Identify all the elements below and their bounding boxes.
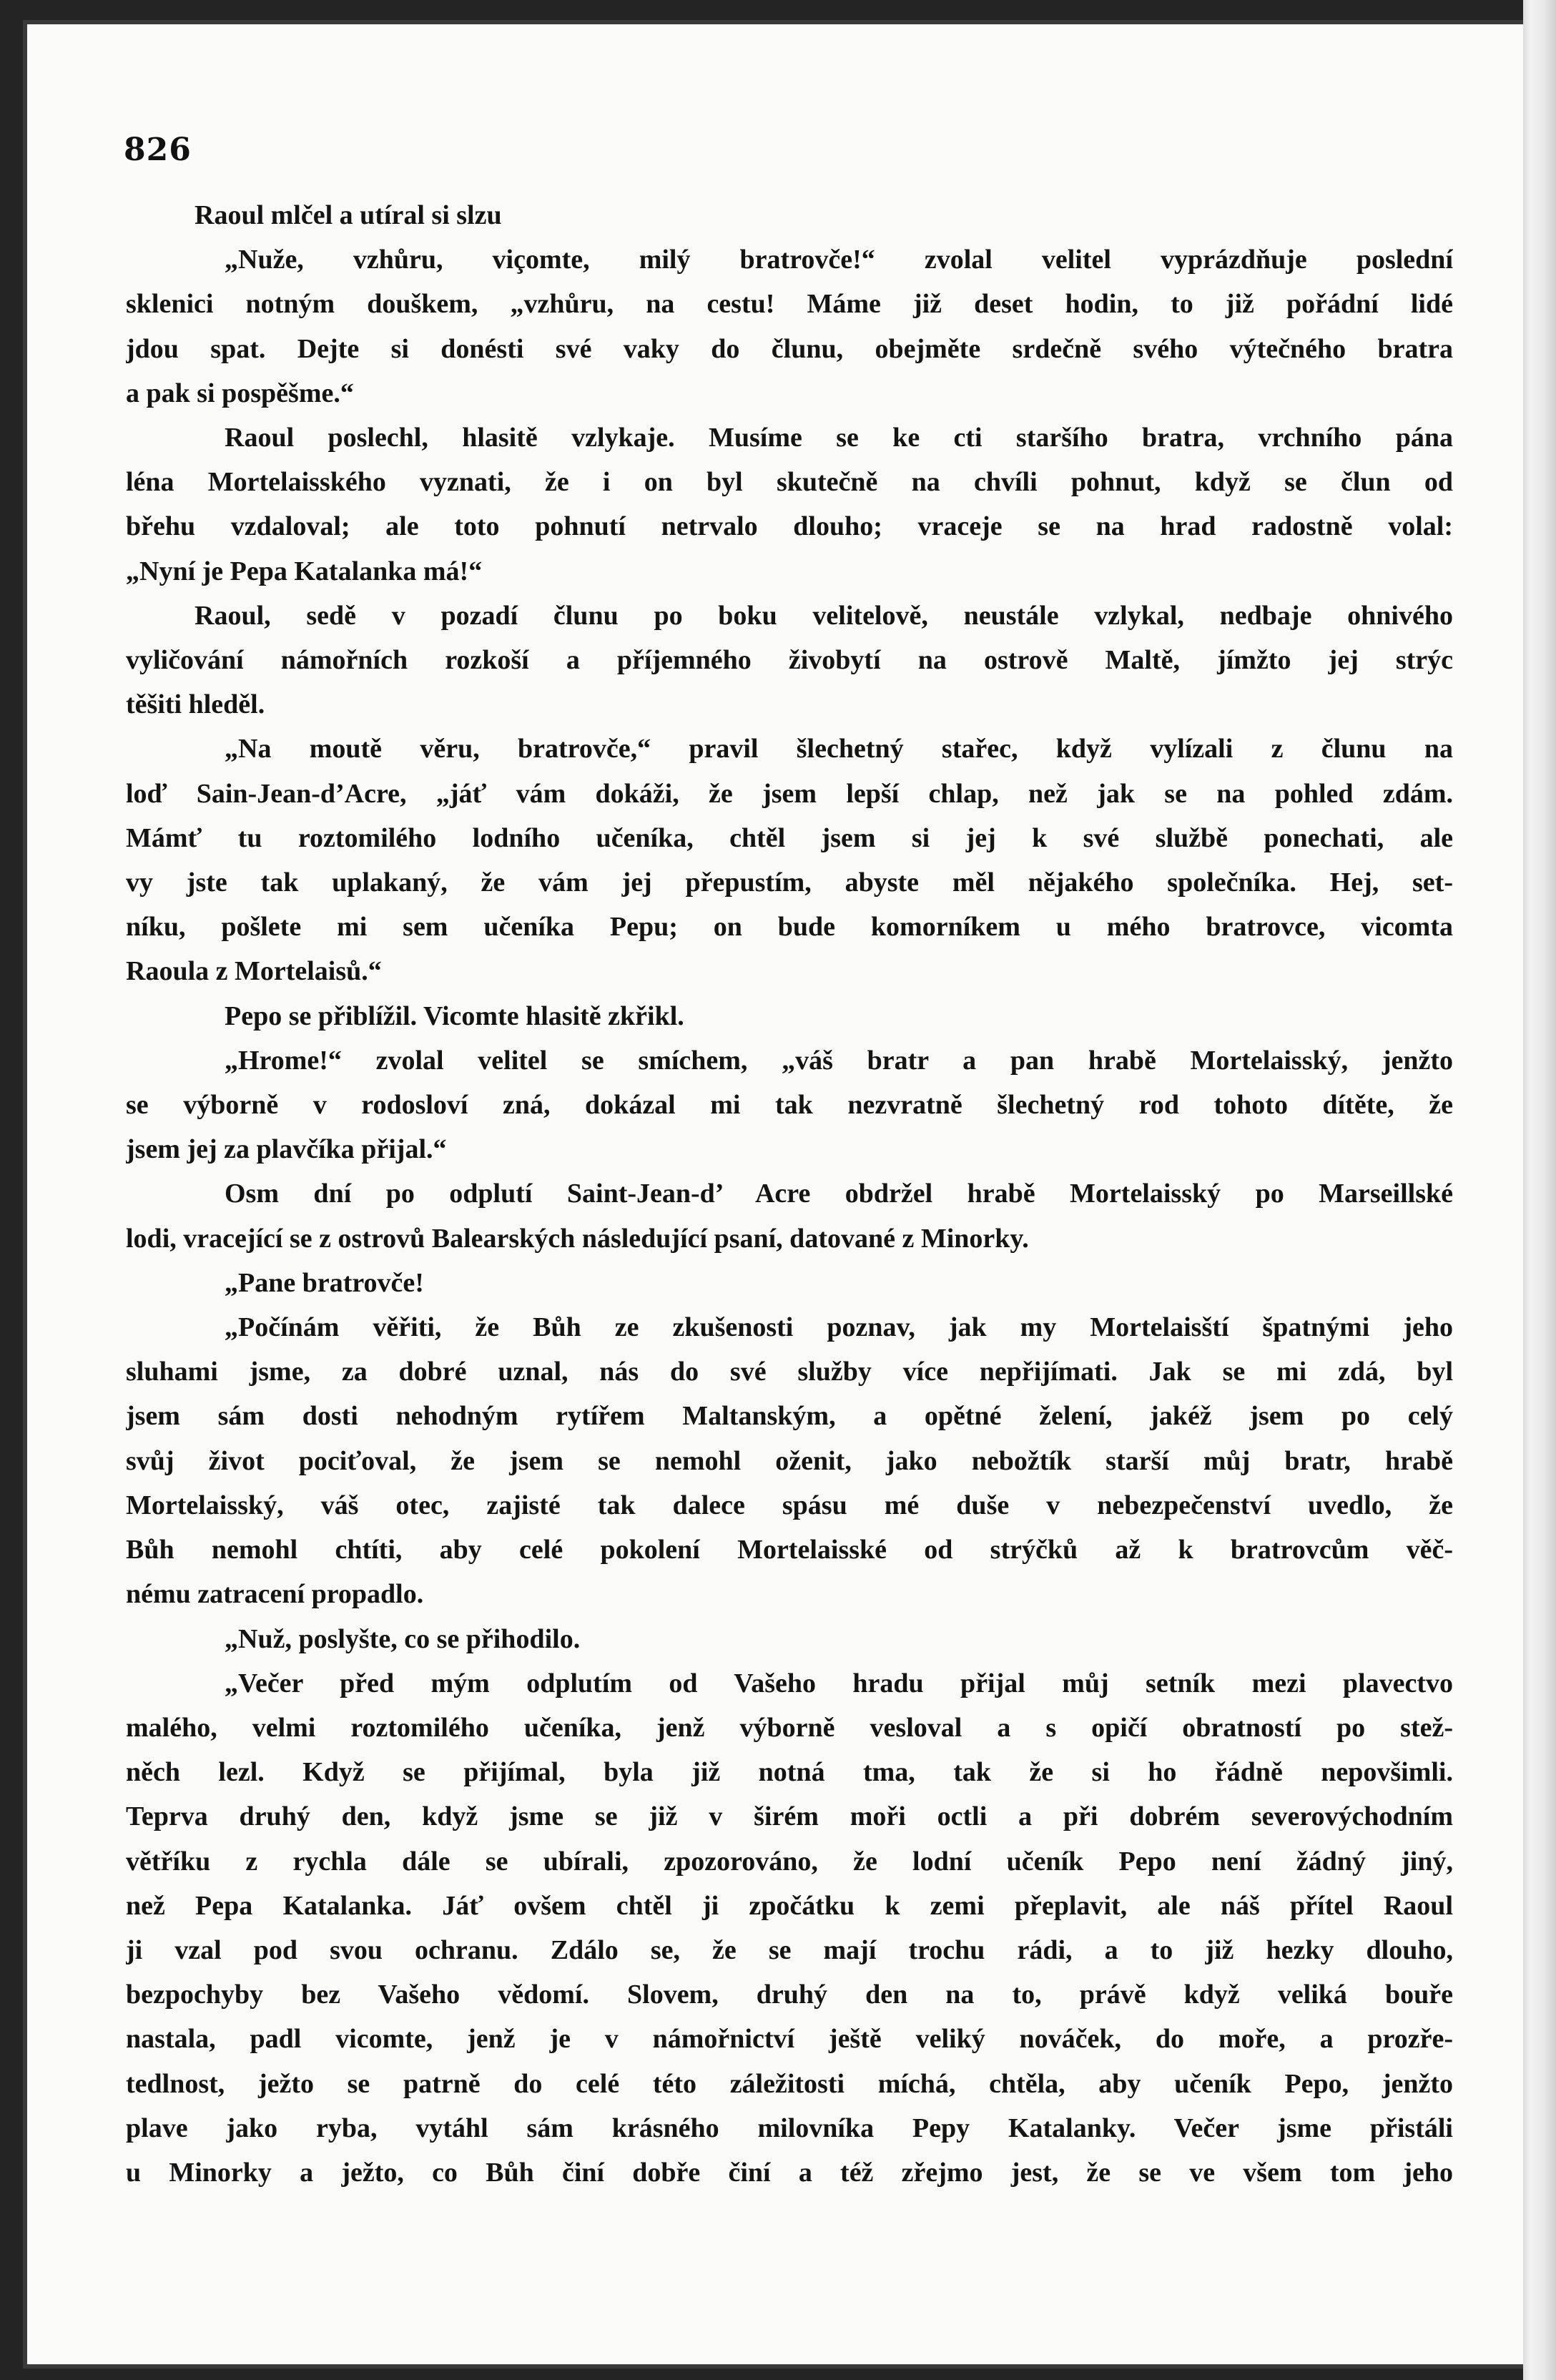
text-line: Mortelaisský, váš otec, zajisté tak dalece spásu mé duše v nebezpečenství uvedlo, že <box>126 1490 1453 1520</box>
text-line: nastala, padl vicomte, jenž je v námořnictví ještě veliký nováček, do moře, a prozře- <box>126 2024 1453 2055</box>
text-line: léna Mortelaisského vyznati, že i on byl skutečně na chvíli pohnut, když se člun od <box>126 467 1453 498</box>
text-line: sklenici notným douškem, „vzhůru, na cestu! Máme již deset hodin, to již pořádní lidé <box>126 289 1453 320</box>
page-edge-strip <box>1523 0 1556 2380</box>
text-line: Raoul mlčel a utíral si slzu <box>194 200 502 230</box>
text-line: „Nuže, vzhůru, viçomte, milý bratrovče!“ zvolal velitel vyprázdňuje poslední <box>225 245 1453 275</box>
text-line: Raoula z Mortelaisů.“ <box>126 956 382 987</box>
text-line: plave jako ryba, vytáhl sám krásného milovníka Pepy Katalanky. Večer jsme přistáli <box>126 2113 1453 2143</box>
text-line: „Nyní je Pepa Katalanka má!“ <box>126 556 483 586</box>
text-line: jdou spat. Dejte si donésti své vaky do člunu, obejměte srdečně svého výtečného bratra <box>126 333 1453 364</box>
text-line: loď Sain-Jean-d’Acre, „jáť vám dokáži, že jsem lepší chlap, než jak se na pohled zdám. <box>126 778 1453 809</box>
text-line: těšiti hleděl. <box>126 689 265 720</box>
text-line: sluhami jsme, za dobré uznal, nás do své služby více nepřijímati. Jak se mi zdá, byl <box>126 1357 1453 1387</box>
text-line: než Pepa Katalanka. Jáť ovšem chtěl ji zpočátku k zemi přeplavit, ale náš přítel Raoul <box>126 1890 1453 1921</box>
text-line: „Na moutě věru, bratrovče,“ pravil šlechetný stařec, když vylízali z člunu na <box>225 734 1453 764</box>
text-line: malého, velmi roztomilého učeníka, jenž výborně vesloval a s opičí obratností po stež- <box>126 1712 1453 1743</box>
text-line: Raoul, sedě v pozadí člunu po boku velitelově, neustále vzlykal, nedbaje ohnivého <box>194 600 1453 631</box>
text-line: ji vzal pod svou ochranu. Zdálo se, že se mají trochu rádi, a to již hezky dlouho, <box>126 1934 1453 1965</box>
text-line: vy jste tak uplakaný, že vám jej přepustím, abyste měl nějakého společníka. Hej, set- <box>126 867 1453 898</box>
text-line: níku, pošlete mi sem učeníka Pepu; on bude komorníkem u mého bratrovce, vicomta <box>126 912 1453 943</box>
text-line: Mámť tu roztomilého lodního učeníka, chtěl jsem si jej k své službě ponechati, ale <box>126 822 1453 853</box>
text-line: Bůh nemohl chtíti, aby celé pokolení Mortelaisské od strýčků až k bratrovcům věč- <box>126 1535 1453 1565</box>
text-line: „Počínám věřiti, že Bůh ze zkušenosti poznav, jak my Mortelaisští špatnými jeho <box>225 1312 1453 1343</box>
text-line: „Pane bratrovče! <box>225 1267 424 1298</box>
text-line: nému zatracení propadlo. <box>126 1579 424 1610</box>
text-line: Osm dní po odplutí Saint-Jean-d’ Acre obdržel hrabě Mortelaisský po Marseillské <box>225 1179 1453 1209</box>
text-line: a pak si pospěšme.“ <box>126 378 354 408</box>
text-line: vyličování námořních rozkoší a příjemného živobytí na ostrově Maltě, jímžto jej strýc <box>126 645 1453 676</box>
text-line: Raoul poslechl, hlasitě vzlykaje. Musíme se ke cti staršího bratra, vrchního pána <box>225 423 1453 453</box>
body-text <box>126 193 1453 2195</box>
text-line: svůj život pociťoval, že jsem se nemohl oženit, jako nebožtík starší můj bratr, hrabě <box>126 1445 1453 1476</box>
text-line: tedlnost, ježto se patrně do celé této záležitosti míchá, chtěla, aby učeník Pepo, jenžto <box>126 2068 1453 2099</box>
text-line: se výborně v rodosloví zná, dokázal mi tak nezvratně šlechetný rod tohoto dítěte, že <box>126 1090 1453 1121</box>
text-line: Pepo se přiblížil. Vicomte hlasitě zkřikl. <box>225 1000 684 1031</box>
text-line: „Nuž, poslyšte, co se přihodilo. <box>225 1623 581 1654</box>
text-line: něch lezl. Když se přijímal, byla již notná tma, tak že si ho řádně nepovšimli. <box>126 1757 1453 1788</box>
text-line: břehu vzdaloval; ale toto pohnutí netrvalo dlouho; vraceje se na hrad radostně volal: <box>126 511 1453 542</box>
text-line: Teprva druhý den, když jsme se již v širém moři octli a při dobrém severovýchodním <box>126 1801 1453 1832</box>
text-line: jsem jej za plavčíka přijal.“ <box>126 1134 447 1165</box>
text-line: lodi, vracející se z ostrovů Balearských následující psaní, datované z Minorky. <box>126 1223 1029 1254</box>
text-line: „Hrome!“ zvolal velitel se smíchem, „váš bratr a pan hrabě Mortelaisský, jenžto <box>225 1045 1453 1076</box>
text-line: bezpochyby bez Vašeho vědomí. Slovem, druhý den na to, právě když veliká bouře <box>126 1980 1453 2010</box>
text-line: větříku z rychla dále se ubírali, zpozorováno, že lodní učeník Pepo není žádný jiný, <box>126 1846 1453 1877</box>
text-line: jsem sám dosti nehodným rytířem Maltanským, a opětné želení, jakéž jsem po celý <box>126 1401 1453 1432</box>
text-line: „Večer před mým odplutím od Vašeho hradu přijal můj setník mezi plavectvo <box>225 1668 1453 1698</box>
page-number: 826 <box>124 132 192 168</box>
text-line: u Minorky a ježto, co Bůh činí dobře činí a též zřejmo jest, že se ve všem tom jeho <box>126 2157 1453 2188</box>
